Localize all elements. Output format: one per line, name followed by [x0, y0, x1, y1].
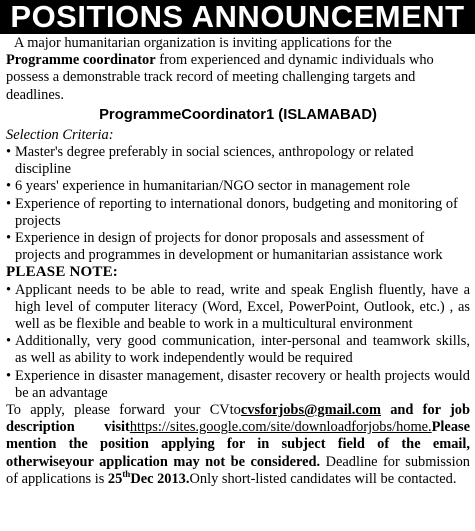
- criteria-item-text: 6 years' experience in humanitarian/NGO sector in management role: [15, 178, 410, 195]
- note-item: [6, 333, 470, 367]
- position-title: ProgrammeCoordinator1 (ISLAMABAD): [99, 106, 377, 123]
- bullet-icon: •: [6, 230, 12, 247]
- deadline-suffix: th: [122, 469, 131, 480]
- apply-text-3: Please mention the position applying for in subject field of the email, otherwiseyour application may not be considered.: [6, 419, 470, 470]
- bullet-icon: •: [6, 195, 12, 212]
- apply-text-5: Only short-listed candidates will be contacted.: [189, 470, 457, 487]
- please-note-list: [6, 282, 470, 402]
- apply-text-1: To apply, please forward your CVto: [6, 402, 241, 419]
- application-instructions: [6, 402, 470, 488]
- note-item-text: Additionally, very good communication, inter-personal and teamwork skills, as well as ability to work independently would be required: [15, 333, 470, 367]
- criteria-item: [6, 144, 470, 178]
- note-item-text: Experience in disaster management, disaster recovery or health projects would be an advantage: [15, 367, 470, 401]
- please-note-label: PLEASE NOTE:: [6, 264, 119, 281]
- deadline-day: 25: [107, 470, 123, 487]
- criteria-item-text: Experience in design of projects for donor proposals and assessment of projects and programmes in development or humanitarian assistance work: [15, 230, 443, 264]
- intro-paragraph: [6, 35, 470, 104]
- deadline-date: [108, 471, 190, 487]
- intro-text-1: A major humanitarian organization is inviting applications for the: [14, 35, 392, 51]
- intro-text-2: from experienced and dynamic individuals who possess a demonstrable track record of meeting challenging targets and deadlines.: [6, 52, 434, 103]
- intro-role: Programme coordinator: [6, 52, 156, 69]
- deadline-rest: Dec 2013.: [130, 470, 190, 487]
- contact-email-link[interactable]: cvsforjobs@gmail.com: [240, 402, 381, 419]
- selection-criteria-list: [6, 144, 470, 264]
- note-item-text: Applicant needs to be able to read, write and speak English fluently, have a high level of computer literacy (Word, Excel, PowerPoint, Outlook, etc.) , as well as be flexible and beable to work in a multicultural environment: [15, 281, 470, 333]
- bullet-icon: •: [6, 178, 12, 195]
- announcement-banner: POSITIONS ANNOUNCEMENT: [0, 0, 475, 34]
- criteria-item-text: Master's degree preferably in social sciences, anthropology or related discipline: [15, 144, 414, 178]
- apply-text-2: and for job description visit: [6, 402, 470, 436]
- selection-criteria-label: Selection Criteria:: [6, 126, 114, 143]
- note-item: [6, 368, 470, 402]
- note-item: [6, 282, 470, 334]
- bullet-icon: •: [6, 281, 12, 298]
- bullet-icon: •: [6, 333, 12, 350]
- bullet-icon: •: [6, 144, 12, 161]
- apply-text-4: Deadline for submission of applications is: [6, 453, 471, 487]
- criteria-item: [6, 178, 470, 195]
- criteria-item: [6, 230, 470, 264]
- job-description-link[interactable]: https://sites.google.com/site/downloadforjobs/home.: [129, 419, 432, 436]
- criteria-item-text: Experience of reporting to international donors, budgeting and monitoring of projects: [15, 195, 458, 229]
- criteria-item: [6, 196, 470, 230]
- bullet-icon: •: [6, 367, 12, 384]
- advertisement-body: [6, 35, 470, 488]
